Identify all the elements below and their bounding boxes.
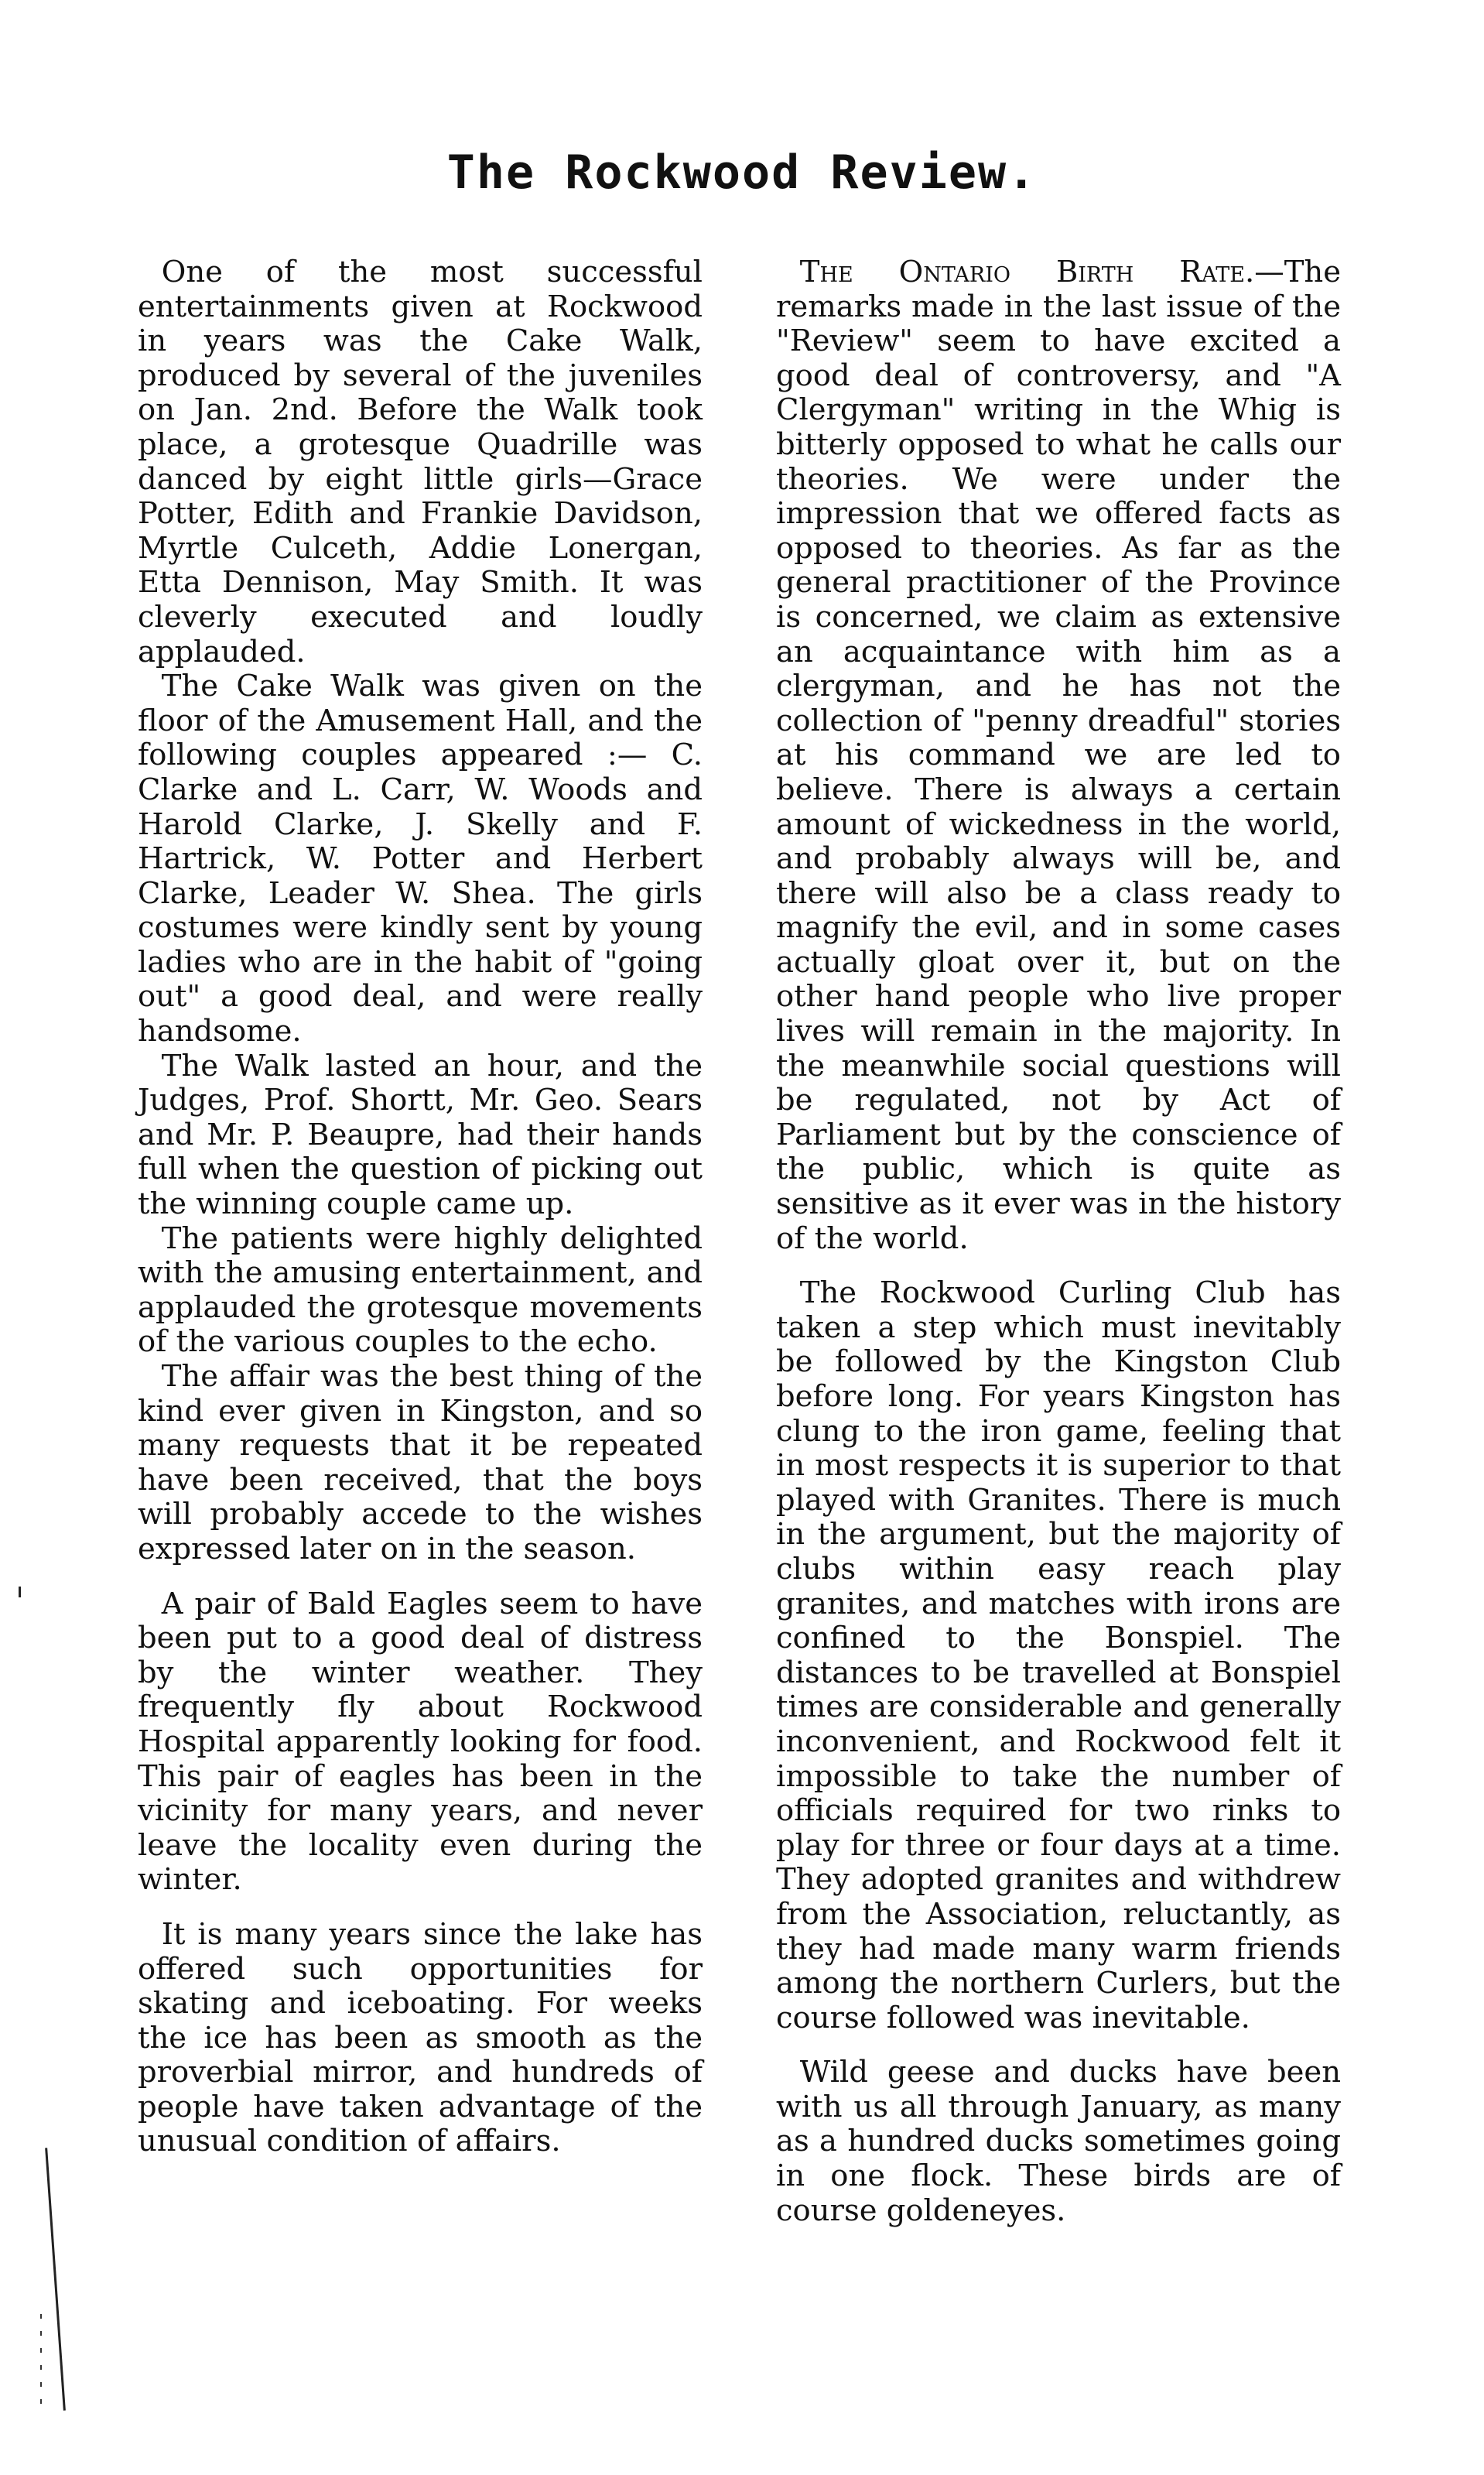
- margin-tick-mark: [19, 1587, 21, 1597]
- article-cake-walk-repeat: The affair was the best thing of the kind ever given in Kingston, and so many requests that it be repeated have been received, that the boys will probably accede to the wishes expressed later on in the season.: [138, 1359, 703, 1566]
- article-skating: It is many years since the lake has offered such opportunities for skating and iceboating. For weeks the ice has been as smooth as the proverbial mirror, and hundreds of people have taken advantage of the unusual condition of affairs.: [138, 1916, 703, 2159]
- left-column: [138, 255, 703, 2159]
- article-birth-rate: [776, 255, 1341, 1256]
- birth-rate-body: —The remarks made in the last issue of the "Review" seem to have excited a good deal of controversy, and "A Clergyman" writing in the Whig is bitterly opposed to what he calls our theories. We were under the impression that we offered facts as opposed to theories. As far as the general practitioner of the Province is concerned, we claim as extensive an acquaintance with him as a clergyman, and he has not the collection of "penny dreadful" stories at his command we are led to believe. There is always a certain amount of wickedness in the world, and probably always will be, and there will also be a class ready to magnify the evil, and in some cases actually gloat over it, but on the other hand people who live proper lives will remain in the majority. In the meanwhile social questions will be regulated, not by Act of Parliament but by the conscience of the public, which is quite as sensitive as it ever was in the history of the world.: [776, 255, 1341, 1256]
- margin-scratch-line: [45, 2148, 66, 2410]
- article-wild-geese: Wild geese and ducks have been with us all through January, as many as a hundred ducks sometimes going in one flock. These birds are of course goldeneyes.: [776, 2055, 1341, 2228]
- article-bald-eagles: A pair of Bald Eagles seem to have been put to a good deal of distress by the winter weather. They frequently fly about Rockwood Hospital apparently looking for food. This pair of eagles has been in the vicinity for many years, and never leave the locality even during the winter.: [138, 1586, 703, 1898]
- article-cake-walk-judges: The Walk lasted an hour, and the Judges, Prof. Shortt, Mr. Geo. Sears and Mr. P. Beaupre, had their hands full when the question of picking out the winning couple came up.: [138, 1048, 703, 1222]
- article-cake-walk-intro: One of the most successful entertainments given at Rockwood in years was the Cake Walk, produced by several of the juveniles on Jan. 2nd. Before the Walk took place, a grotesque Quadrille was danced by eight little girls—Grace Potter, Edith and Frankie Davidson, Myrtle Culceth, Addie Lonergan, Etta Dennison, May Smith. It was cleverly executed and loudly applauded.: [138, 255, 703, 669]
- masthead-title: The Rockwood Review.: [446, 145, 1038, 200]
- margin-dots: [40, 2314, 42, 2407]
- article-curling-club: The Rockwood Curling Club has taken a step which must inevitably be followed by the Kingston Club before long. For years Kingston has clung to the iron game, feeling that in most respects it is superior to that played with Granites. There is much in the argument, but the majority of clubs within easy reach play granites, and matches with irons are confined to the Bonspiel. The distances to be travelled at Bonspiel times are considerable and generally inconvenient, and Rockwood felt it impossible to take the number of officials required for two rinks to play for three or four days at a time. They adopted granites and withdrew from the Association, reluctantly, as they had made many warm friends among the northern Curlers, but the course followed was inevitable.: [776, 1275, 1341, 2035]
- right-column: [776, 255, 1341, 2228]
- birth-rate-heading: The Ontario Birth Rate.: [799, 255, 1255, 289]
- article-cake-walk-patients: The patients were highly delighted with the amusing entertainment, and applauded the grotesque movements of the various couples to the echo.: [138, 1220, 703, 1360]
- article-cake-walk-couples: The Cake Walk was given on the floor of the Amusement Hall, and the following couples appeared :— C. Clarke and L. Carr, W. Woods and Harold Clarke, J. Skelly and F. Hartrick, W. Potter and Herbert Clarke, Leader W. Shea. The girls costumes were kindly sent by young ladies who are in the habit of "going out" a good deal, and were really handsome.: [138, 669, 703, 1049]
